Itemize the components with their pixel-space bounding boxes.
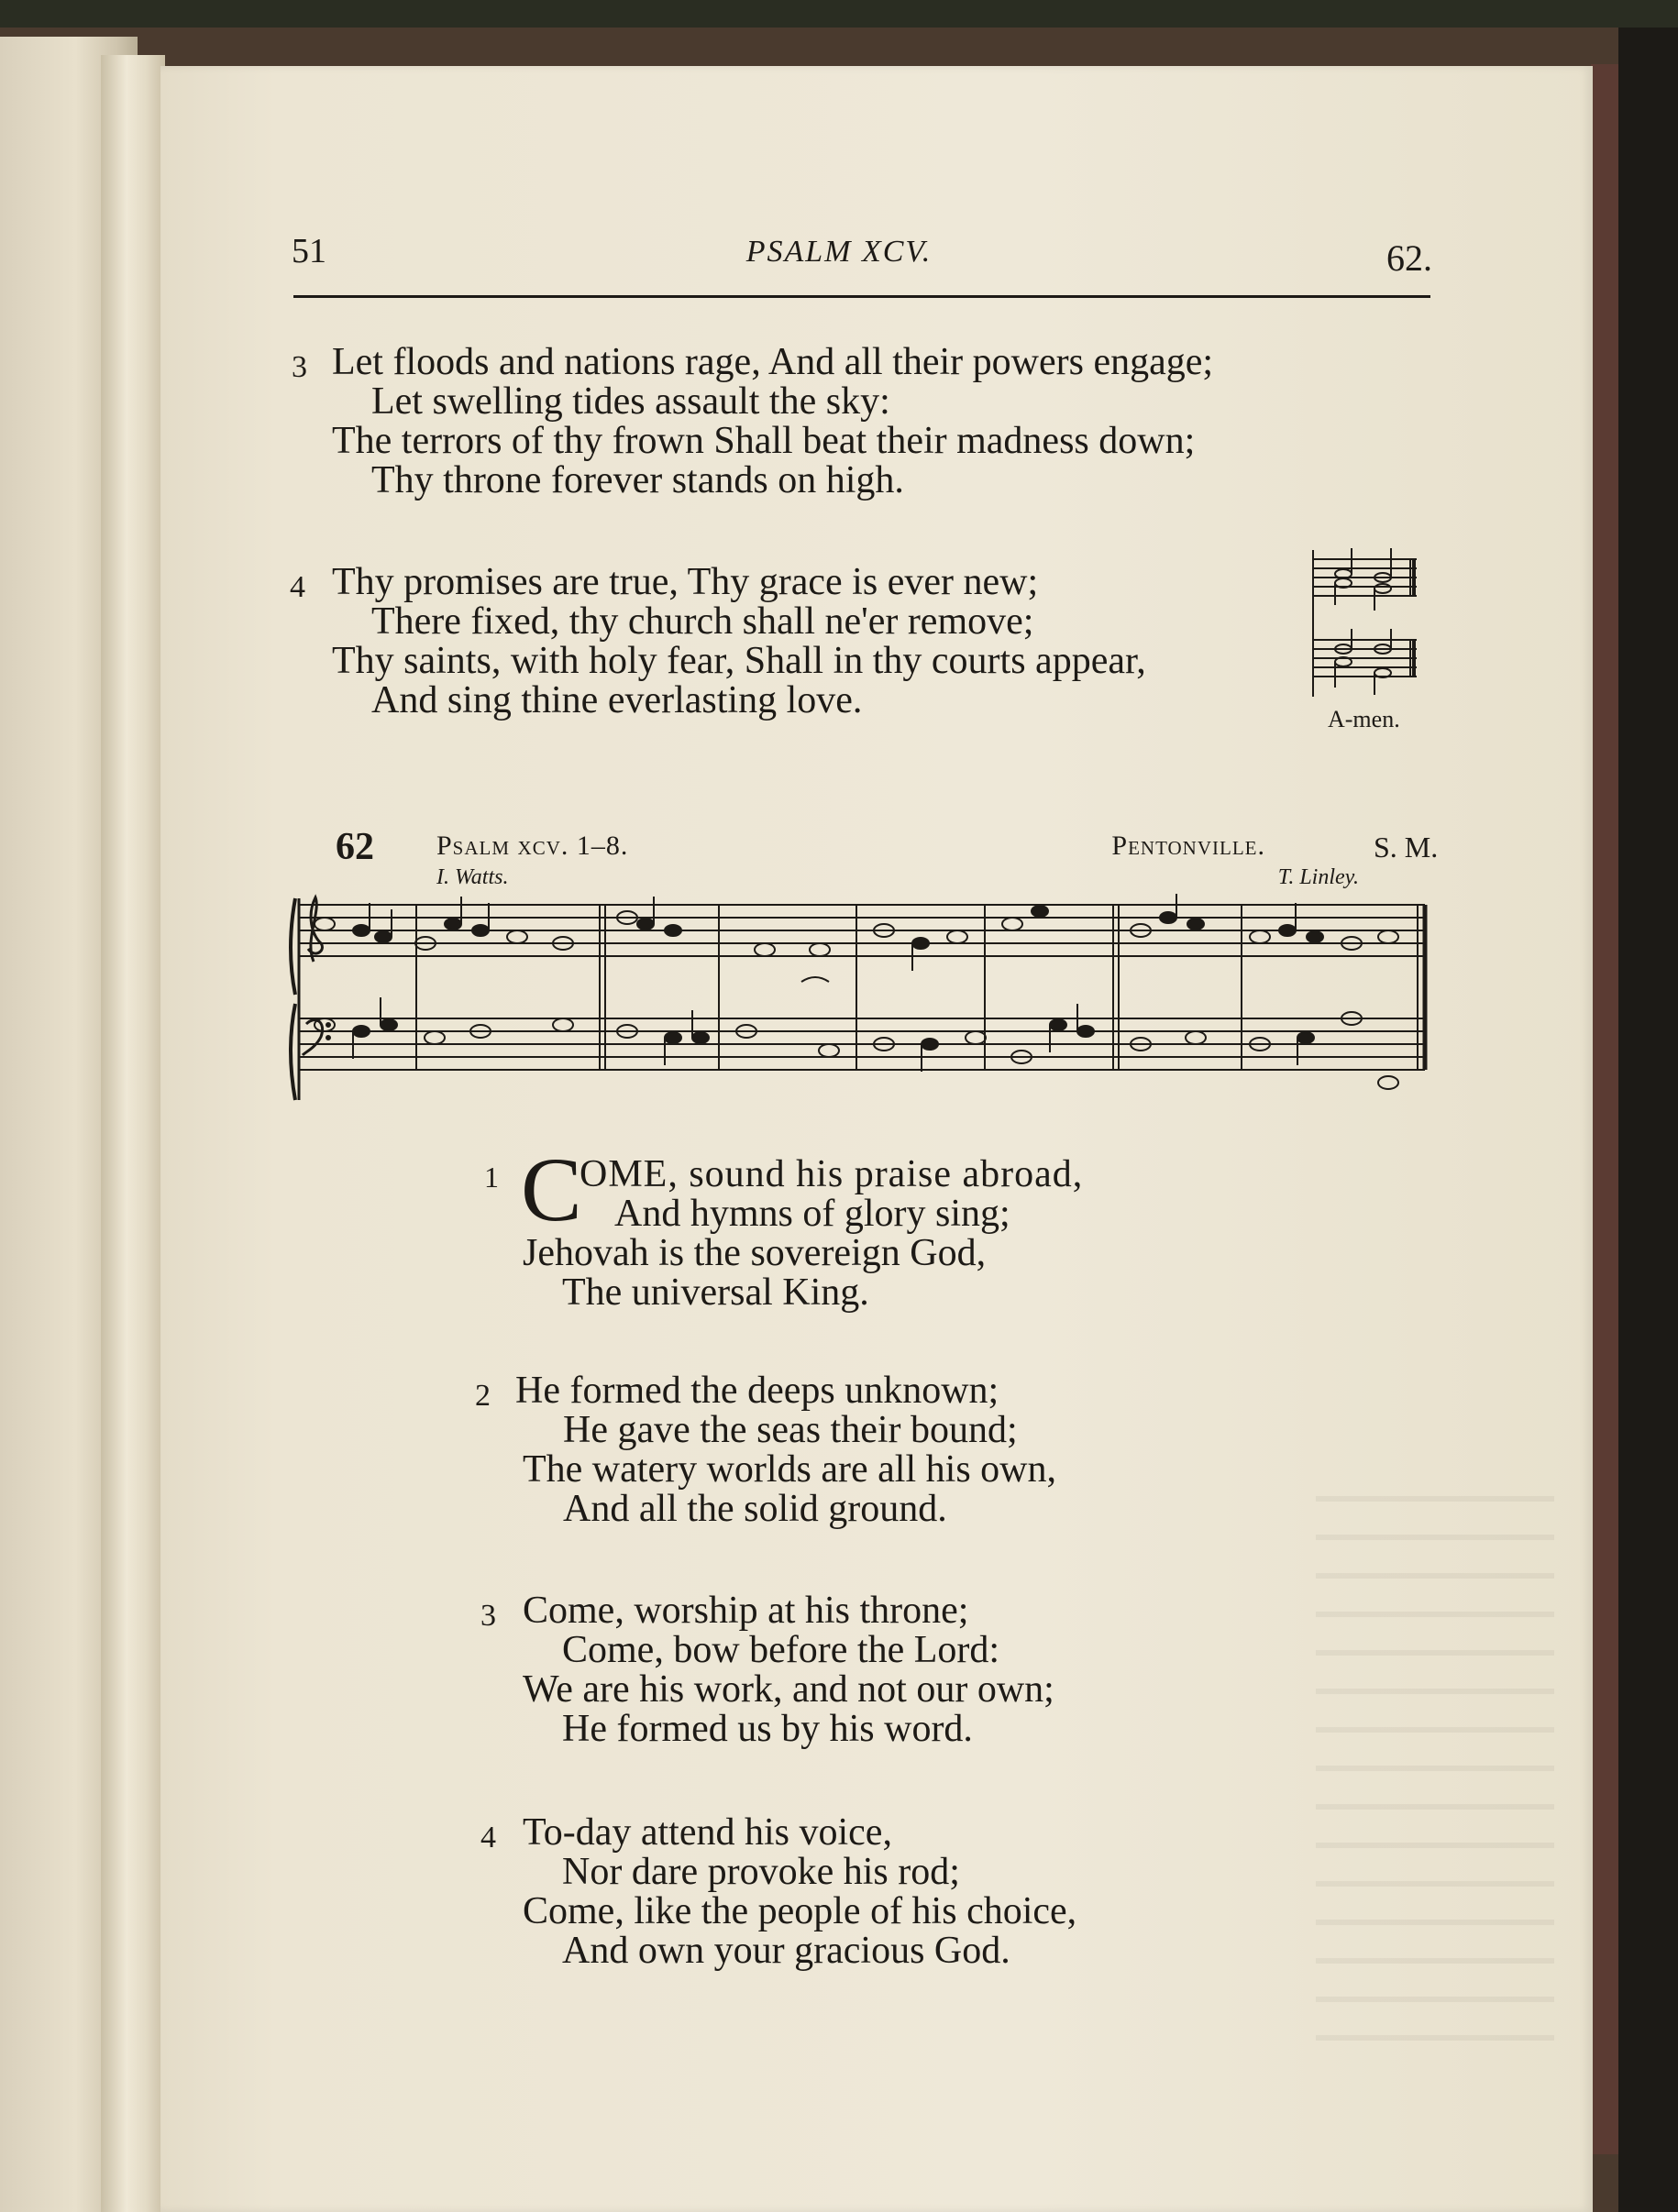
psalm-reference: Psalm xcv. 1–8. [436,831,629,861]
first-line-text: OME, sound his praise abroad, [580,1153,1084,1195]
verse-line: The watery worlds are all his own, [523,1448,1056,1491]
hymn-62-verse-1 [523,1194,1010,1313]
verse-number: 3 [480,1599,496,1633]
verse-line: To-day attend his voice, [523,1811,892,1854]
amen-notation [1311,548,1430,704]
verse-number: 1 [484,1161,499,1194]
previous-hymn-verse-3 [332,343,1213,501]
verse-number: 4 [480,1821,496,1854]
verse-line: Come, bow before the Lord: [562,1629,1000,1671]
verse-line: Let swelling tides assault the sky: [371,380,890,423]
hymn-number-header: 62. [1386,237,1432,279]
verse-line: And own your gracious God. [562,1930,1010,1972]
amen-label: A-men. [1328,706,1400,732]
verse-line: Thy saints, with holy fear, Shall in thy courts appear, [332,640,1146,682]
verse-line: He formed us by his word. [562,1708,973,1750]
hymn-62-verse-3 [523,1591,1054,1749]
verse-line: Come, like the people of his choice, [523,1890,1077,1932]
running-title: PSALM XCV. [745,235,933,269]
drop-cap: C [521,1139,582,1240]
verse-line: And sing thine everlasting love. [371,679,863,721]
composer-credit: T. Linley. [1277,865,1359,889]
tune-name [1111,831,1366,862]
tune-name-text: Pentonville. [1111,831,1265,861]
hymn-62-verse-4 [523,1813,1076,1971]
verse-line: Thy throne forever stands on high. [371,459,904,501]
verse-line: The universal King. [562,1271,869,1314]
verse-line: And all the solid ground. [563,1488,947,1530]
page-number: 51 [292,232,326,270]
verse-line: And hymns of glory sing; [614,1193,1010,1235]
verse-number: 2 [475,1379,491,1413]
verse-line: The terrors of thy frown Shall beat their madness down; [332,420,1196,462]
verse-line [580,1155,1083,1194]
scan-top-band [0,0,1678,28]
verse-line: Let floods and nations rage, And all their powers engage; [332,341,1214,383]
verse-number: 3 [292,350,307,384]
verse-line: There fixed, thy church shall ne'er remove; [371,600,1034,643]
header-rule [293,295,1430,298]
cover-edge [1591,64,1618,2154]
meter-text: S. M. [1374,831,1439,864]
verse-line: He gave the seas their bound; [563,1409,1018,1451]
book-gutter [101,55,165,2212]
verse-line: He formed the deeps unknown; [515,1370,999,1412]
music-score [288,894,1430,1105]
verse-line: Thy promises are true, Thy grace is ever new; [332,561,1039,603]
verse-number: 4 [290,570,305,604]
verse-line: Jehovah is the sovereign God, [523,1232,987,1274]
verse-line: We are his work, and not our own; [523,1668,1054,1711]
hymn-number: 62 [336,826,374,868]
previous-hymn-verse-4 [332,563,1146,721]
hymn-62-verse-2 [515,1371,1056,1529]
verse-line: Nor dare provoke his rod; [562,1851,960,1893]
author-credit: I. Watts. [436,865,509,889]
show-through-text [1316,1496,1554,2046]
verse-line: Come, worship at his throne; [523,1590,969,1632]
